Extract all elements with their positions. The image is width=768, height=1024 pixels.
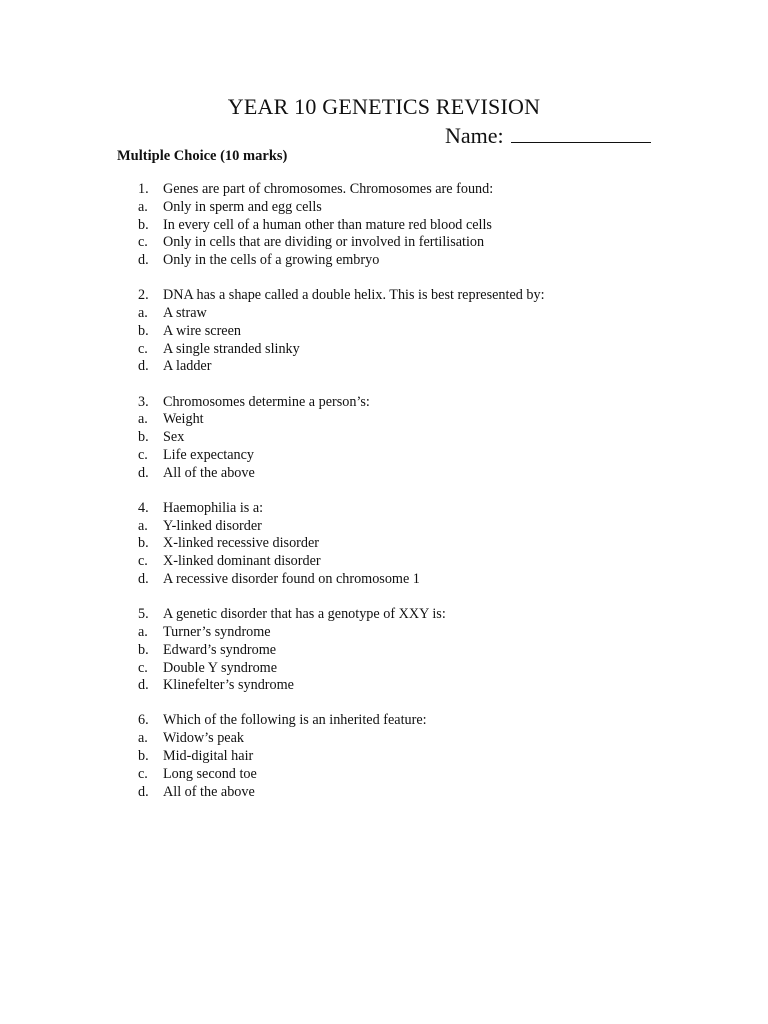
option-text: Weight <box>163 411 204 428</box>
question-number: 2. <box>138 287 149 304</box>
option-letter: a. <box>138 411 148 428</box>
answer-option[interactable] <box>138 642 698 660</box>
option-text: A straw <box>163 305 207 322</box>
option-text: Turner’s syndrome <box>163 623 271 640</box>
option-letter: b. <box>138 322 149 339</box>
question-4 <box>138 500 698 589</box>
answer-option[interactable] <box>138 748 698 766</box>
question-stem <box>138 287 698 305</box>
question-text: Genes are part of chromosomes. Chromosomes are found: <box>163 181 494 197</box>
option-letter: c. <box>138 234 148 251</box>
option-letter: d. <box>138 252 149 269</box>
answer-option[interactable] <box>138 730 698 748</box>
question-stem <box>138 181 698 199</box>
option-letter: c. <box>138 446 148 463</box>
answer-option[interactable] <box>138 766 698 784</box>
question-1 <box>138 181 698 270</box>
option-text: Sex <box>163 429 185 446</box>
option-letter: b. <box>138 429 149 446</box>
question-text: Which of the following is an inherited feature: <box>163 712 427 729</box>
option-letter: b. <box>138 216 149 233</box>
document-title: YEAR 10 GENETICS REVISION <box>227 94 541 119</box>
name-blank-line[interactable] <box>511 122 651 143</box>
answer-option[interactable] <box>138 234 698 252</box>
option-text: Long second toe <box>163 765 257 782</box>
name-label: Name: <box>445 123 504 148</box>
answer-option[interactable] <box>138 323 698 341</box>
option-text: All of the above <box>163 464 255 481</box>
answer-option[interactable] <box>138 784 698 802</box>
question-stem <box>138 606 698 624</box>
option-letter: a. <box>138 305 148 322</box>
option-text: X-linked dominant disorder <box>163 553 321 570</box>
option-letter: a. <box>138 198 148 215</box>
question-stem <box>138 500 698 518</box>
answer-option[interactable] <box>138 358 698 376</box>
question-list <box>138 181 698 819</box>
option-letter: a. <box>138 730 148 747</box>
option-text: A recessive disorder found on chromosome 1 <box>163 571 420 588</box>
option-letter: d. <box>138 358 149 375</box>
option-text: A ladder <box>163 358 212 375</box>
question-3 <box>138 394 698 483</box>
option-text: A single stranded slinky <box>163 340 300 357</box>
question-number: 4. <box>138 499 149 516</box>
answer-option[interactable] <box>138 305 698 323</box>
option-text: Only in cells that are dividing or involved in fertilisation <box>163 234 485 251</box>
option-text: Only in sperm and egg cells <box>163 198 322 215</box>
section-heading: Multiple Choice (10 marks) <box>117 148 288 164</box>
option-text: Double Y syndrome <box>163 659 278 676</box>
answer-option[interactable] <box>138 199 698 217</box>
answer-option[interactable] <box>138 341 698 359</box>
answer-option[interactable] <box>138 429 698 447</box>
answer-option[interactable] <box>138 677 698 695</box>
answer-option[interactable] <box>138 624 698 642</box>
option-text: X-linked recessive disorder <box>163 535 320 552</box>
question-number: 3. <box>138 393 149 410</box>
question-2 <box>138 287 698 376</box>
option-letter: b. <box>138 535 149 552</box>
question-number: 6. <box>138 712 149 729</box>
question-text: DNA has a shape called a double helix. This is best represented by: <box>163 287 545 304</box>
option-text: Y-linked disorder <box>163 517 262 534</box>
option-letter: c. <box>138 340 148 357</box>
question-text: A genetic disorder that has a genotype of XXY is: <box>163 606 446 623</box>
question-text: Chromosomes determine a person’s: <box>163 393 370 410</box>
option-text: In every cell of a human other than mature red blood cells <box>163 216 492 233</box>
answer-option[interactable] <box>138 535 698 553</box>
question-text: Haemophilia is a: <box>163 499 264 516</box>
option-letter: a. <box>138 623 148 640</box>
answer-option[interactable] <box>138 252 698 270</box>
option-letter: d. <box>138 464 149 481</box>
option-letter: a. <box>138 517 148 534</box>
option-text: All of the above <box>163 783 255 800</box>
option-text: Mid-digital hair <box>163 748 254 764</box>
option-letter: d. <box>138 783 149 800</box>
answer-option[interactable] <box>138 465 698 483</box>
answer-option[interactable] <box>138 553 698 571</box>
answer-option[interactable] <box>138 571 698 589</box>
question-stem <box>138 394 698 412</box>
option-letter: d. <box>138 571 149 588</box>
option-letter: b. <box>138 748 149 764</box>
answer-option[interactable] <box>138 660 698 678</box>
answer-option[interactable] <box>138 411 698 429</box>
option-letter: c. <box>138 659 148 676</box>
option-letter: c. <box>138 765 148 782</box>
option-text: Only in the cells of a growing embryo <box>163 252 380 269</box>
option-letter: b. <box>138 641 149 658</box>
question-6 <box>138 712 698 801</box>
option-text: Life expectancy <box>163 446 254 463</box>
question-5 <box>138 606 698 695</box>
question-number: 5. <box>138 606 149 623</box>
option-text: A wire screen <box>163 322 241 339</box>
name-field <box>445 122 651 149</box>
answer-option[interactable] <box>138 217 698 235</box>
option-text: Klinefelter’s syndrome <box>163 677 294 694</box>
answer-option[interactable] <box>138 447 698 465</box>
option-letter: c. <box>138 553 148 570</box>
question-number: 1. <box>138 181 149 197</box>
option-text: Widow’s peak <box>163 730 244 747</box>
option-text: Edward’s syndrome <box>163 641 277 658</box>
question-stem <box>138 712 698 730</box>
option-letter: d. <box>138 677 149 694</box>
answer-option[interactable] <box>138 518 698 536</box>
